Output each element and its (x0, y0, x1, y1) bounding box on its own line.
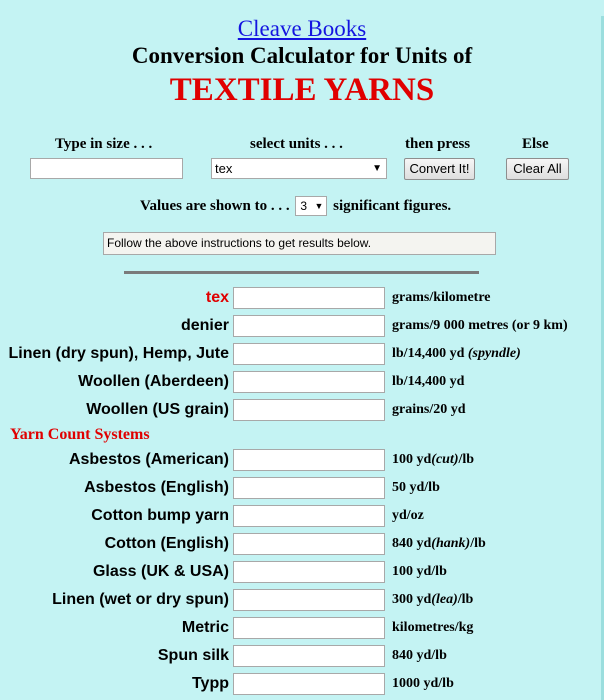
result-row-metric (0, 617, 604, 639)
woollen-aberdeen-field[interactable] (233, 371, 385, 393)
result-row-woollen-aberdeen (0, 371, 604, 393)
unit-italic-text: (hank) (431, 536, 471, 551)
else-label: Else (522, 136, 549, 152)
clear-all-button[interactable]: Clear All (506, 158, 569, 180)
metric-field[interactable] (233, 617, 385, 639)
result-label: denier (180, 317, 229, 334)
calculator-subtitle: Conversion Calculator for Units of (131, 43, 473, 68)
unit-text: lb/14,400 yd (392, 346, 465, 361)
denier-field[interactable] (233, 315, 385, 337)
result-unit: 50 yd/lb (392, 480, 440, 495)
result-unit (392, 449, 474, 471)
sigfig-suffix: significant figures. (333, 198, 452, 214)
asbestos-english-field[interactable] (233, 477, 385, 499)
result-unit: grams/9 000 metres (or 9 km) (392, 318, 568, 333)
result-label: Metric (181, 619, 229, 636)
unit-suffix: /lb (457, 592, 474, 607)
result-unit: grams/kilometre (392, 290, 491, 305)
result-label: Asbestos (English) (84, 479, 229, 496)
chevron-down-icon: ▼ (314, 201, 324, 211)
result-label: Linen (wet or dry spun) (52, 591, 229, 608)
result-label: Spun silk (157, 647, 229, 664)
typp-field[interactable] (233, 673, 385, 695)
unit-select[interactable] (211, 158, 387, 179)
result-row-spun-silk (0, 645, 604, 667)
result-row-linen-hemp-jute (0, 343, 604, 365)
result-row-cotton-english (0, 533, 604, 555)
unit-italic-text: (spyndle) (467, 346, 521, 361)
result-unit: 1000 yd/lb (392, 676, 454, 691)
type-size-label: Type in size . . . (55, 136, 153, 152)
sigfig-select[interactable] (295, 196, 327, 216)
page-header (0, 16, 604, 109)
result-unit (392, 589, 473, 611)
result-label: Typp (191, 675, 229, 692)
page-title: TEXTILE YARNS (169, 72, 435, 108)
result-unit: yd/oz (392, 508, 424, 523)
linen-hemp-jute-field[interactable] (233, 343, 385, 365)
glass-field[interactable] (233, 561, 385, 583)
unit-text: 840 yd (392, 536, 432, 551)
result-row-cotton-bump-yarn (0, 505, 604, 527)
tex-field[interactable] (233, 287, 385, 309)
unit-suffix: /lb (470, 536, 486, 551)
chevron-down-icon: ▼ (372, 163, 382, 174)
section-heading: Yarn Count Systems (10, 426, 150, 443)
woollen-us-grain-field[interactable] (233, 399, 385, 421)
cotton-english-field[interactable] (233, 533, 385, 555)
site-home-link[interactable]: Cleave Books (237, 16, 367, 41)
linen-wet-dry-field[interactable] (233, 589, 385, 611)
input-controls (0, 116, 604, 176)
convert-button[interactable]: Convert It! (404, 158, 475, 180)
result-row-tex (0, 287, 604, 309)
unit-italic-text: (cut) (431, 452, 459, 467)
result-label: Cotton (English) (104, 535, 229, 552)
result-row-glass (0, 561, 604, 583)
significant-figures-row (140, 195, 451, 217)
result-unit (392, 533, 486, 555)
result-unit: lb/14,400 yd (392, 374, 465, 389)
result-row-asbestos-english (0, 477, 604, 499)
unit-italic-text: (lea) (431, 592, 458, 607)
divider (124, 271, 479, 274)
spun-silk-field[interactable] (233, 645, 385, 667)
unit-text: 300 yd (392, 592, 432, 607)
cotton-bump-yarn-field[interactable] (233, 505, 385, 527)
size-input[interactable] (30, 158, 183, 179)
unit-text: 100 yd (392, 452, 432, 467)
result-label: Cotton bump yarn (91, 507, 229, 524)
result-row-typp (0, 673, 604, 695)
asbestos-american-field[interactable] (233, 449, 385, 471)
result-row-linen-wet-dry (0, 589, 604, 611)
result-label: Glass (UK & USA) (92, 563, 229, 580)
sigfig-select-value: 3 (300, 199, 308, 213)
result-row-woollen-us-grain (0, 399, 604, 421)
result-unit: 100 yd/lb (392, 564, 447, 579)
result-unit: 840 yd/lb (392, 648, 447, 663)
status-message: Follow the above instructions to get results below. (103, 232, 496, 255)
result-label: Woollen (Aberdeen) (78, 373, 229, 390)
result-row-denier (0, 315, 604, 337)
unit-suffix: /lb (458, 452, 475, 467)
result-label: tex (205, 289, 229, 306)
result-label: Woollen (US grain) (86, 401, 229, 418)
result-unit (392, 343, 521, 365)
sigfig-prefix: Values are shown to . . . (140, 198, 290, 214)
result-row-asbestos-american (0, 449, 604, 471)
result-label: Asbestos (American) (68, 451, 229, 468)
result-unit: grains/20 yd (392, 402, 466, 417)
result-label: Linen (dry spun), Hemp, Jute (8, 345, 229, 362)
select-units-label: select units . . . (250, 136, 343, 152)
then-press-label: then press (405, 136, 471, 152)
result-unit: kilometres/kg (392, 620, 474, 635)
unit-select-value: tex (215, 161, 233, 176)
